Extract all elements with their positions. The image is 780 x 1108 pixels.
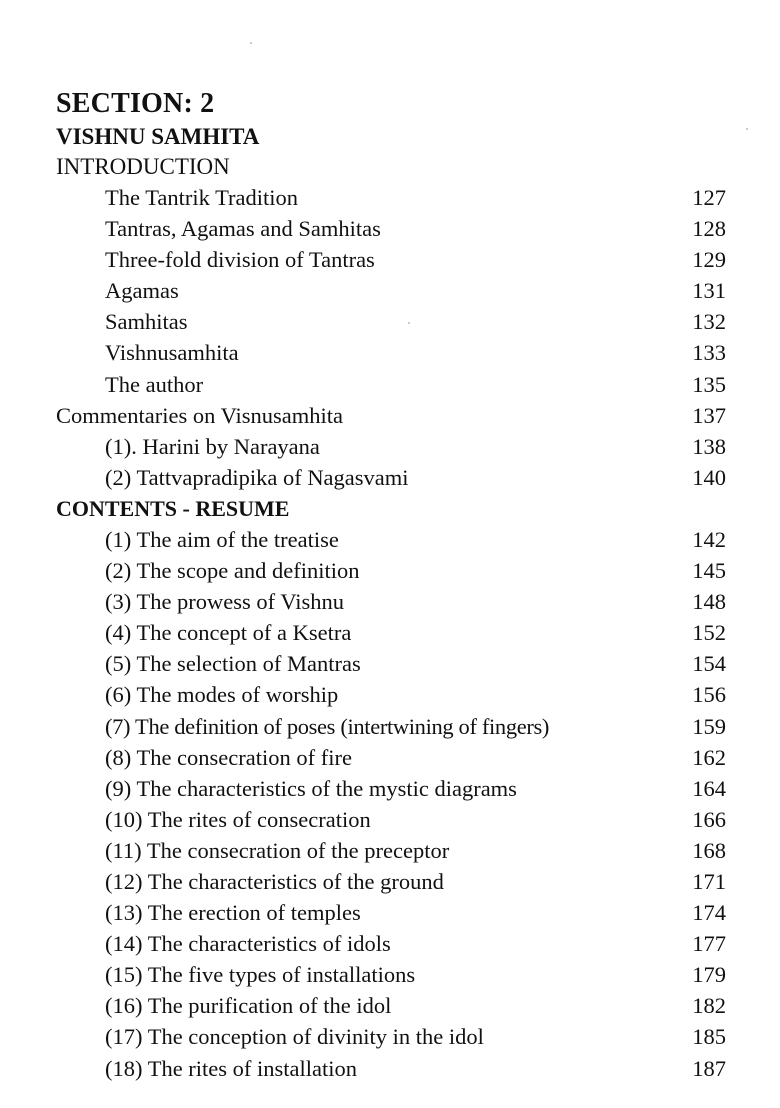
toc-entry-title: The author	[105, 371, 204, 397]
toc-entry-page-number: 174	[692, 900, 726, 926]
paper-speck	[746, 128, 748, 130]
section-heading: SECTION: 2	[56, 88, 215, 119]
toc-entry-page-number: 140	[692, 464, 726, 490]
toc-entry	[56, 244, 726, 275]
toc-entry	[56, 648, 726, 679]
toc-entry-title: (8) The consecration of fire	[105, 744, 352, 770]
toc-entry	[56, 928, 726, 959]
toc-entry-title: (16) The purification of the idol	[105, 993, 392, 1019]
toc-entry-page-number: 164	[692, 775, 726, 801]
toc-entry-page-number: 182	[692, 993, 726, 1019]
toc-entry-page-number: 159	[692, 713, 726, 739]
toc-entry-title: (9) The characteristics of the mystic diagrams	[105, 775, 517, 801]
toc-entry	[56, 679, 726, 710]
toc-entry	[56, 866, 726, 897]
toc-entry-title: (7) The definition of poses (intertwining of fingers)	[105, 713, 550, 739]
toc-entry	[56, 306, 726, 337]
toc-entry-title: (5) The selection of Mantras	[105, 651, 361, 677]
toc-entry-page-number: 152	[692, 620, 726, 646]
toc-entry	[56, 400, 726, 431]
toc-entry-title: (1). Harini by Narayana	[105, 433, 320, 459]
toc-entry	[56, 555, 726, 586]
toc-entry	[56, 835, 726, 866]
toc-entry-title: (11) The consecration of the preceptor	[105, 837, 450, 863]
toc-entry-title: (3) The prowess of Vishnu	[105, 589, 345, 615]
toc-entry-title: (12) The characteristics of the ground	[105, 868, 444, 894]
toc-entry	[56, 431, 726, 462]
toc-entry	[56, 742, 726, 773]
contents-resume-heading: CONTENTS - RESUME	[56, 495, 290, 521]
toc-entry	[56, 275, 726, 306]
toc-entry-page-number: 131	[692, 278, 726, 304]
toc-entry	[56, 182, 726, 213]
toc-entry-page-number: 171	[692, 868, 726, 894]
toc-entry	[56, 524, 726, 555]
toc-entry-page-number: 154	[692, 651, 726, 677]
toc-entry-page-number: 156	[692, 682, 726, 708]
toc-entry-title: (10) The rites of consecration	[105, 806, 371, 832]
toc-entry	[56, 804, 726, 835]
table-of-contents-page	[56, 86, 726, 1084]
toc-entry-title: (2) Tattvapradipika of Nagasvami	[105, 464, 409, 490]
toc-entry	[56, 337, 726, 368]
toc-entry-page-number: 142	[692, 526, 726, 552]
toc-entry-page-number: 168	[692, 837, 726, 863]
toc-entry-page-number: 138	[692, 433, 726, 459]
toc-entry-title: Agamas	[105, 278, 179, 304]
toc-entry-title: (14) The characteristics of idols	[105, 931, 391, 957]
toc-entry-title: Three-fold division of Tantras	[105, 247, 375, 273]
toc-entry-page-number: 148	[692, 589, 726, 615]
toc-entry	[56, 773, 726, 804]
toc-entry-title: Tantras, Agamas and Samhitas	[105, 216, 381, 242]
toc-entry-title: (18) The rites of installation	[105, 1055, 358, 1081]
introduction-entries	[56, 182, 726, 493]
toc-entry-title: (13) The erection of temples	[105, 900, 361, 926]
toc-entry-page-number: 132	[692, 309, 726, 335]
toc-entry-page-number: 179	[692, 962, 726, 988]
toc-entry-page-number: 177	[692, 931, 726, 957]
toc-entry-title: (15) The five types of installations	[105, 962, 416, 988]
toc-entry	[56, 897, 726, 928]
toc-entry	[56, 586, 726, 617]
contents-resume-entries	[56, 524, 726, 1084]
toc-entry-page-number: 137	[692, 402, 726, 428]
toc-entry	[56, 1053, 726, 1084]
introduction-heading: INTRODUCTION	[56, 154, 230, 179]
toc-entry-title: (4) The concept of a Ksetra	[105, 620, 352, 646]
toc-entry-page-number: 133	[692, 340, 726, 366]
paper-speck	[250, 42, 252, 44]
toc-entry-title: Commentaries on Visnusamhita	[56, 402, 343, 428]
toc-entry-page-number: 135	[692, 371, 726, 397]
toc-entry-page-number: 187	[692, 1055, 726, 1081]
toc-entry-page-number: 162	[692, 744, 726, 770]
toc-entry	[56, 462, 726, 493]
toc-entry-page-number: 129	[692, 247, 726, 273]
book-title: VISHNU SAMHITA	[56, 124, 260, 149]
toc-entry	[56, 369, 726, 400]
toc-entry-title: (1) The aim of the treatise	[105, 526, 339, 552]
toc-entry-title: The Tantrik Tradition	[105, 185, 299, 210]
toc-entry-page-number: 145	[692, 558, 726, 584]
toc-entry-title: (2) The scope and definition	[105, 558, 360, 584]
toc-entry-page-number: 128	[692, 216, 726, 242]
toc-entry	[56, 990, 726, 1021]
toc-entry-title: Vishnusamhita	[105, 340, 239, 366]
toc-entry-page-number: 185	[692, 1024, 726, 1050]
toc-entry-title: Samhitas	[105, 309, 188, 335]
toc-entry-title: (6) The modes of worship	[105, 682, 339, 708]
toc-entry-title: (17) The conception of divinity in the idol	[105, 1024, 484, 1050]
toc-entry	[56, 711, 726, 742]
toc-entry-page-number: 127	[692, 185, 726, 210]
toc-entry	[56, 617, 726, 648]
toc-entry	[56, 959, 726, 990]
toc-entry-page-number: 166	[692, 806, 726, 832]
toc-entry	[56, 1021, 726, 1052]
toc-entry	[56, 213, 726, 244]
